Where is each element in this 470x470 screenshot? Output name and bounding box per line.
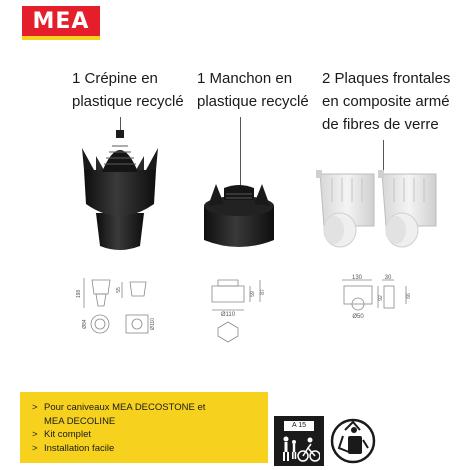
strainer-diameter1-dim: Ø84 bbox=[82, 319, 88, 329]
plates-drawing bbox=[336, 274, 420, 324]
caption-strainer-line1: 1 Crépine en bbox=[72, 70, 158, 87]
caption-plates-line3: de fibres de verre bbox=[322, 116, 439, 133]
caption-plates bbox=[322, 67, 470, 136]
plates-height2-dim: 66 bbox=[406, 293, 412, 299]
caption-strainer-line2: plastique recyclé bbox=[72, 93, 184, 110]
feature-text-1b: MEA DECOLINE bbox=[44, 415, 116, 427]
strainer-diameter2-dim: Ø110 bbox=[150, 318, 156, 330]
caption-sleeve-line1: 1 Manchon en bbox=[197, 70, 293, 87]
caption-plates-line1: 2 Plaques frontales bbox=[322, 70, 451, 87]
load-class-badge bbox=[274, 416, 324, 466]
bullet-marker: > bbox=[32, 442, 38, 454]
caption-sleeve-line2: plastique recyclé bbox=[197, 93, 309, 110]
end-plates-image bbox=[312, 168, 462, 258]
caption-plates-line2: en composite armé bbox=[322, 93, 450, 110]
pedestrian-cyclist-icon bbox=[278, 434, 320, 464]
strainer-image bbox=[74, 128, 168, 258]
features-list bbox=[32, 401, 262, 455]
plates-height1-dim: 92 bbox=[378, 295, 384, 301]
sleeve-diameter-dim: Ø110 bbox=[220, 312, 236, 318]
recycle-icon bbox=[330, 418, 376, 464]
caption-strainer bbox=[72, 67, 192, 113]
plates-depth-dim: 30 bbox=[384, 275, 392, 281]
bullet-marker: > bbox=[32, 402, 38, 413]
feature-item-1 bbox=[32, 401, 262, 415]
strainer-side-dim: 55 bbox=[116, 287, 122, 293]
strainer-drawing bbox=[70, 272, 160, 338]
mea-logo: MEA bbox=[22, 6, 100, 36]
feature-text-3: Installation facile bbox=[44, 442, 115, 454]
feature-text-2: Kit complet bbox=[44, 429, 91, 440]
feature-item-1-cont bbox=[32, 415, 262, 429]
sleeve-drawing bbox=[200, 272, 270, 344]
sleeve-height1-dim: 59 bbox=[250, 291, 256, 297]
leader-sleeve bbox=[240, 117, 241, 187]
feature-item-2 bbox=[32, 428, 262, 442]
bullet-marker: > bbox=[32, 429, 38, 440]
sleeve-height2-dim: 87 bbox=[260, 289, 266, 295]
plates-width-dim: 130 bbox=[351, 275, 363, 281]
caption-sleeve bbox=[197, 67, 317, 113]
feature-text-1: Pour caniveaux MEA DECOSTONE et bbox=[44, 402, 206, 413]
sleeve-image bbox=[200, 180, 278, 252]
feature-item-3 bbox=[32, 442, 262, 456]
logo-underline bbox=[22, 36, 100, 40]
load-class-label: A 15 bbox=[284, 421, 314, 431]
strainer-height-dim: 198 bbox=[76, 289, 82, 299]
plates-diameter-dim: Ø50 bbox=[352, 314, 364, 320]
